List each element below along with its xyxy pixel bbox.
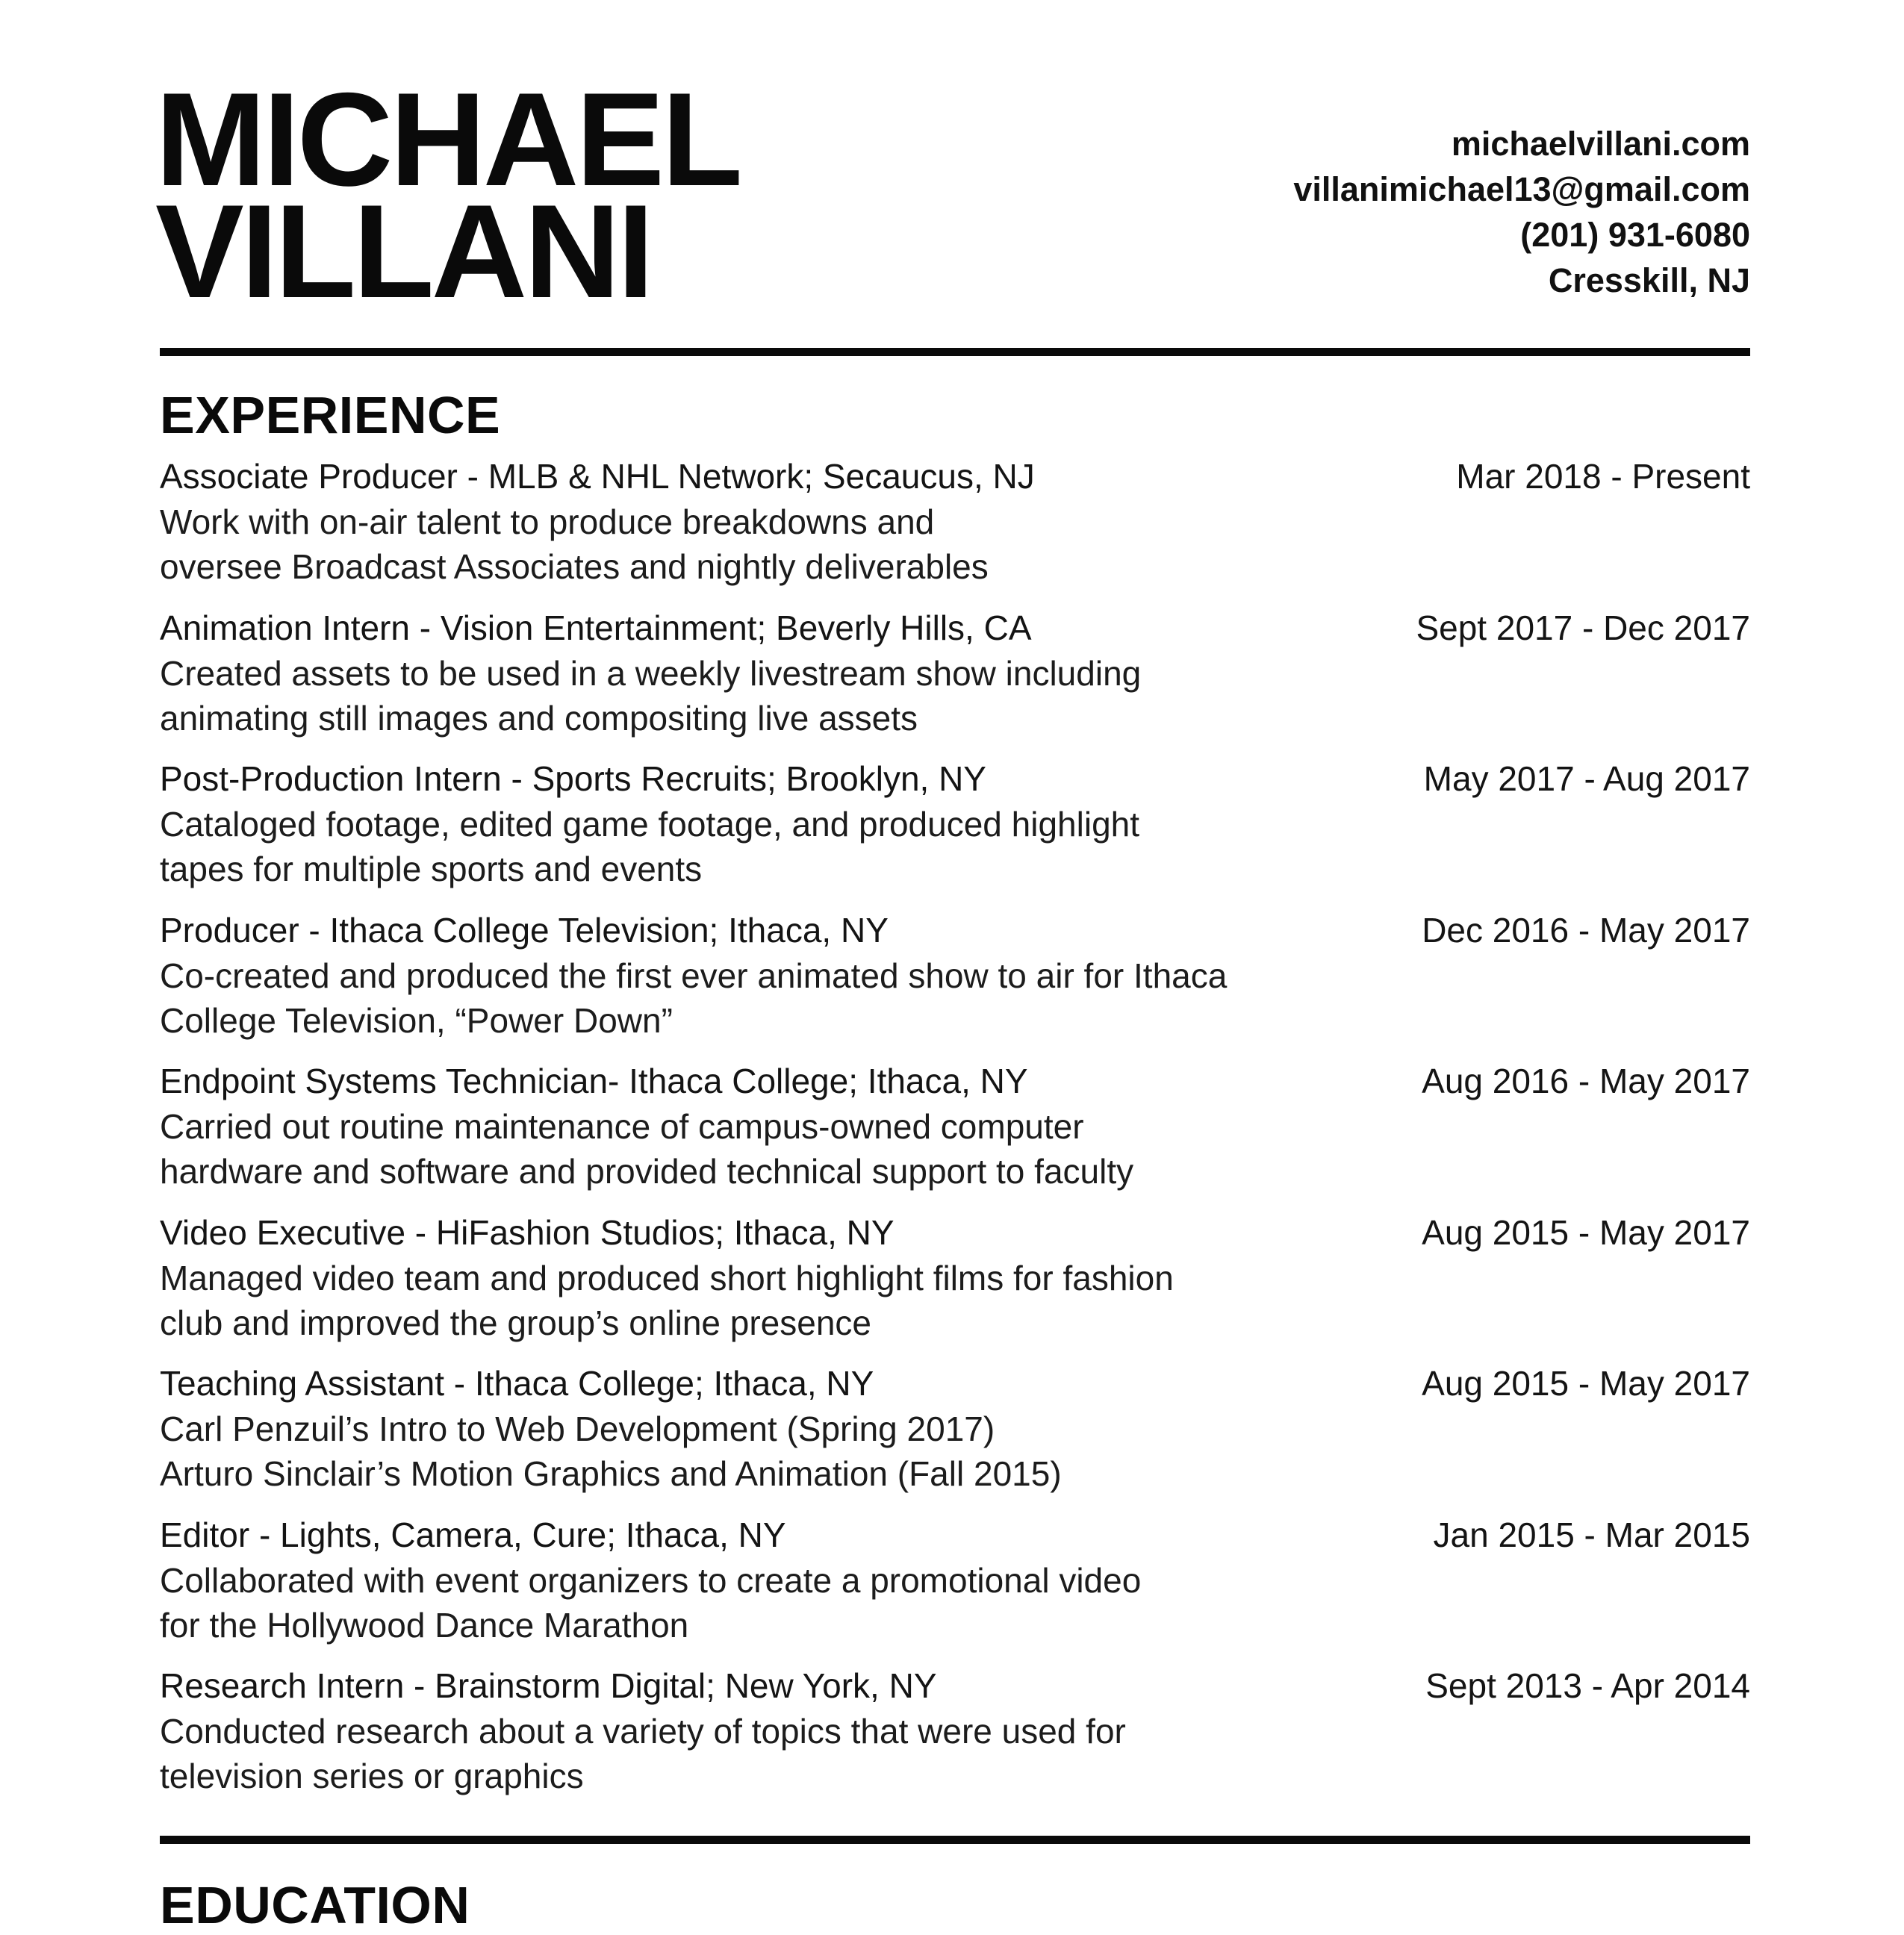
experience-item: [160, 908, 1750, 1059]
job-description-line: Arturo Sinclair’s Motion Graphics and Animation (Fall 2015): [160, 1454, 1062, 1493]
website-link[interactable]: michaelvillani.com: [1451, 125, 1750, 163]
resume-page: [155, 0, 1750, 1934]
job-dates: May 2017 - Aug 2017: [1423, 759, 1750, 798]
job-description: [160, 1558, 1750, 1648]
phone-number: (201) 931-6080: [1520, 216, 1750, 254]
first-name: MICHAEL: [155, 65, 740, 214]
job-dates: Jan 2015 - Mar 2015: [1433, 1515, 1750, 1554]
job-dates: Sept 2017 - Dec 2017: [1416, 608, 1750, 647]
job-title: Animation Intern - Vision Entertainment; Beverly Hills, CA: [160, 608, 1032, 647]
job-description: [160, 802, 1750, 891]
job-description-line: Managed video team and produced short highlight films for fashion: [160, 1258, 1174, 1297]
job-description-line: Co-created and produced the first ever animated show to air for Ithaca: [160, 956, 1228, 995]
job-description-line: animating still images and compositing live assets: [160, 698, 918, 738]
applicant-name: [155, 65, 740, 325]
experience-item: [160, 1663, 1750, 1815]
job-description: [160, 651, 1750, 741]
job-description-line: College Television, “Power Down”: [160, 1000, 673, 1040]
job-dates: Sept 2013 - Apr 2014: [1425, 1666, 1750, 1705]
job-dates: Aug 2015 - May 2017: [1422, 1364, 1750, 1403]
job-description: [160, 953, 1750, 1043]
experience-item: [160, 756, 1750, 908]
experience-heading: EXPERIENCE: [160, 386, 501, 444]
job-description: [160, 1406, 1750, 1496]
job-description-line: Carl Penzuil’s Intro to Web Development (Spring 2017): [160, 1409, 995, 1448]
experience-item: [160, 605, 1750, 757]
job-title: Research Intern - Brainstorm Digital; New York, NY: [160, 1666, 937, 1705]
job-title: Video Executive - HiFashion Studios; Ithaca, NY: [160, 1212, 895, 1252]
job-description: [160, 499, 1750, 589]
education-heading: EDUCATION: [160, 1876, 470, 1934]
job-description-line: oversee Broadcast Associates and nightly deliverables: [160, 547, 989, 586]
job-title: Associate Producer - MLB & NHL Network; Secaucus, NJ: [160, 457, 1035, 496]
experience-item: [160, 1059, 1750, 1210]
location: Cresskill, NJ: [1548, 261, 1750, 299]
experience-divider: [160, 1836, 1750, 1844]
last-name: VILLANI: [155, 177, 652, 325]
job-description: [160, 1104, 1750, 1194]
job-dates: Aug 2015 - May 2017: [1422, 1212, 1750, 1252]
job-title: Endpoint Systems Technician- Ithaca College; Ithaca, NY: [160, 1062, 1028, 1100]
job-title: Teaching Assistant - Ithaca College; Ithaca, NY: [160, 1364, 874, 1403]
job-description-line: club and improved the group’s online presence: [160, 1303, 871, 1342]
experience-item: [160, 1210, 1750, 1362]
contact-info: [1293, 121, 1750, 303]
experience-item: [160, 1512, 1750, 1664]
job-description-line: hardware and software and provided technical support to faculty: [160, 1152, 1134, 1191]
job-title: Editor - Lights, Camera, Cure; Ithaca, NY: [160, 1515, 786, 1554]
job-title: Post-Production Intern - Sports Recruits; Brooklyn, NY: [160, 759, 986, 798]
job-dates: Mar 2018 - Present: [1456, 457, 1750, 496]
job-description: [160, 1709, 1750, 1798]
job-dates: Aug 2016 - May 2017: [1422, 1062, 1750, 1100]
job-title: Producer - Ithaca College Television; Ithaca, NY: [160, 910, 889, 950]
job-description-line: Created assets to be used in a weekly livestream show including: [160, 653, 1142, 693]
job-description-line: Carried out routine maintenance of campus-owned computer: [160, 1107, 1084, 1146]
email-link[interactable]: villanimichael13@gmail.com: [1293, 170, 1750, 208]
experience-item: [160, 1361, 1750, 1512]
experience-item: [160, 454, 1750, 605]
job-description-line: for the Hollywood Dance Marathon: [160, 1605, 689, 1645]
job-description-line: television series or graphics: [160, 1757, 584, 1795]
job-description-line: Cataloged footage, edited game footage, and produced highlight: [160, 805, 1140, 844]
job-dates: Dec 2016 - May 2017: [1422, 910, 1750, 950]
job-description-line: tapes for multiple sports and events: [160, 850, 703, 888]
job-description-line: Conducted research about a variety of topics that were used for: [160, 1712, 1126, 1751]
job-description-line: Work with on-air talent to produce breakdowns and: [160, 502, 935, 541]
header-divider: [160, 348, 1750, 356]
job-description: [160, 1256, 1750, 1345]
experience-list: [160, 454, 1750, 1815]
job-description-line: Collaborated with event organizers to create a promotional video: [160, 1560, 1142, 1600]
